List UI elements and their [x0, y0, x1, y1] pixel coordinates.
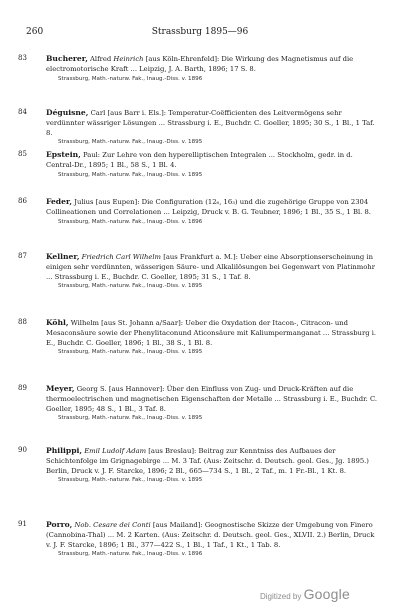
digitized-watermark	[260, 586, 350, 602]
entry-citation: [aus St. Johann a/Saar]: Ueber die Oxydation der Itacon-, Citracon- und Mesaconsäure sowie der Phenylitaconund Aticonsäure mit Kaliumpermanganat ... Strassburg i. E., Buchdr. C. Goeller, 1896; 1 Bl., 38 S., 1 Bl. 8.	[46, 319, 377, 347]
entry-citation: [aus Köln-Ehrenfeld]: Die Wirkung des Magnetismus auf die electromotorische Kraft ... Leipzig, J. A. Barth, 1896; 17 S. 8.	[46, 55, 354, 73]
dissertation-note: Strassburg, Math.-naturw. Fak., Inaug.-Diss. v. 1895	[58, 477, 203, 484]
author-given-name: Alfred	[90, 55, 112, 63]
bibliography-entry	[18, 252, 378, 291]
entry-number: 88	[18, 318, 27, 326]
bibliography-entry	[18, 384, 378, 423]
watermark-prefix: Digitized by	[260, 592, 302, 601]
dissertation-note: Strassburg, Math.-naturw. Fak., Inaug.-Diss. v. 1895	[58, 349, 203, 356]
bibliography-entry	[18, 197, 378, 226]
entry-number: 85	[18, 150, 27, 158]
dissertation-note: Strassburg, Math.-naturw. Fak., Inaug.-Diss. v. 1895	[58, 283, 203, 290]
bibliography-entry	[18, 108, 378, 147]
entry-citation: [aus Eupen]: Die Configuration (12₆, 16₃) und die zugehörige Gruppe von 2304 Collineationen und Correlationen ... Leipzig, Druck v. B. G. Teubner, 1896; 1 Bl., 35 S., 1 Bl. 8.	[46, 198, 371, 216]
watermark-brand: Google	[303, 586, 350, 602]
entry-citation: Zur Lehre von den hyperelliptischen Integralen ... Stockholm, gedr. in d. Central-Dr., 1895; 1 Bl., 58 S., 1 Bl. 4.	[46, 151, 353, 169]
entry-citation: [aus Barr i. Els.]: Temperatur-Coëfficienten des Leitvermögens sehr verdünnter wässriger Lösungen ... Strassburg i. E., Buchdr. C. Goeller, 1895; 30 S., 1 Bl., 1 Taf. 8.	[46, 109, 375, 137]
bibliography-entry	[18, 446, 378, 485]
dissertation-note: Strassburg, Math.-naturw. Fak., Inaug.-Diss. v. 1895	[58, 139, 203, 146]
entry-number: 91	[18, 520, 27, 528]
author-surname: Porro,	[46, 520, 73, 529]
page-header	[26, 27, 374, 41]
author-given-name-italic: Heinrich	[113, 55, 144, 63]
author-surname: Epstein,	[46, 150, 81, 159]
author-surname: Bucherer,	[46, 54, 88, 63]
author-surname: Meyer,	[46, 384, 75, 393]
entry-citation: [aus Frankfurt a. M.]: Ueber eine Absorptionserscheinung in einigen sehr verdünnten, wässerigen Säure- und Alkalilösungen bei Gegenwart von Platinmohr ... Strassburg i. E., Buchdr. C. Goeller, 1895; 31 S., 1 Taf. 8.	[46, 253, 375, 281]
author-given-name: Wilhelm	[70, 319, 99, 327]
author-surname: Kellner,	[46, 252, 80, 261]
author-given-name: Paul:	[82, 151, 101, 159]
bibliography-entry	[18, 520, 378, 559]
author-given-name-italic: Nob. Cesare dei Conti	[74, 521, 151, 529]
author-given-name-italic: Emil Ludolf Adam	[84, 447, 147, 455]
bibliography-entry	[18, 150, 378, 179]
author-given-name: Carl	[90, 109, 106, 117]
entry-number: 83	[18, 54, 27, 62]
author-surname: Philippi,	[46, 446, 83, 455]
dissertation-note: Strassburg, Math.-naturw. Fak., Inaug.-Diss. v. 1896	[58, 551, 203, 558]
entry-number: 89	[18, 384, 27, 392]
author-given-name: Georg S.	[76, 385, 107, 393]
entry-number: 86	[18, 197, 27, 205]
author-surname: Feder,	[46, 197, 73, 206]
entry-number: 84	[18, 108, 27, 116]
running-title: Strassburg 1895—96	[151, 27, 249, 37]
bibliography-entry	[18, 318, 378, 357]
entry-citation: [aus Mailand]: Geognostische Skizze der Umgebung von Finero (Cannobina-Thal) ... M. 2 Karten. (Aus: Zeitschr. d. Deutsch. geol. Ges., XLVII. 2.) Berlin, Druck v. J. F. Starcke, 1896; 1 Bl., 377—422 S., 1 Bl., 1 Taf., 1 Kt., 1 Tab. 8.	[46, 521, 375, 549]
entry-citation: [aus Hannover]: Über den Einfluss von Zug- und Druck-Kräften auf die thermoelectrischen und magnetischen Eigenschaften der Metalle ... Strassburg i. E., Buchdr. C. Goeller, 1895; 48 S., 1 Bl., 3 Taf. 8.	[46, 385, 378, 413]
dissertation-note: Strassburg, Math.-naturw. Fak., Inaug.-Diss. v. 1895	[58, 415, 203, 422]
entry-citation: [aus Breslau]: Beitrag zur Kenntniss des Aufbaues der Schichtenfolge im Grignagebirge ... M. 3 Taf. (Aus: Zeitschr. d. Deutsch. geol. Ges., Jg. 1895.) Berlin, Druck v. J. F. Starcke, 1896; 2 Bl., 665—734 S., 1 Bl., 2 Taf., m. 1 Fr.-Bl., 1 Kt. 8.	[46, 447, 369, 475]
dissertation-note: Strassburg, Math.-naturw. Fak., Inaug.-Diss. v. 1895	[58, 171, 203, 178]
author-surname: Déguisne,	[46, 108, 89, 117]
entry-number: 87	[18, 252, 27, 260]
entry-number: 90	[18, 446, 27, 454]
author-given-name-italic: Friedrich Carl Wilhelm	[81, 253, 162, 261]
author-given-name: Julius	[74, 198, 94, 206]
dissertation-note: Strassburg, Math.-naturw. Fak., Inaug.-Diss. v. 1896	[58, 218, 203, 225]
dissertation-note: Strassburg, Math.-naturw. Fak., Inaug.-Diss. v. 1896	[58, 75, 203, 82]
author-surname: Köhl,	[46, 318, 69, 327]
bibliography-entry	[18, 54, 378, 83]
page-number: 260	[26, 27, 44, 37]
